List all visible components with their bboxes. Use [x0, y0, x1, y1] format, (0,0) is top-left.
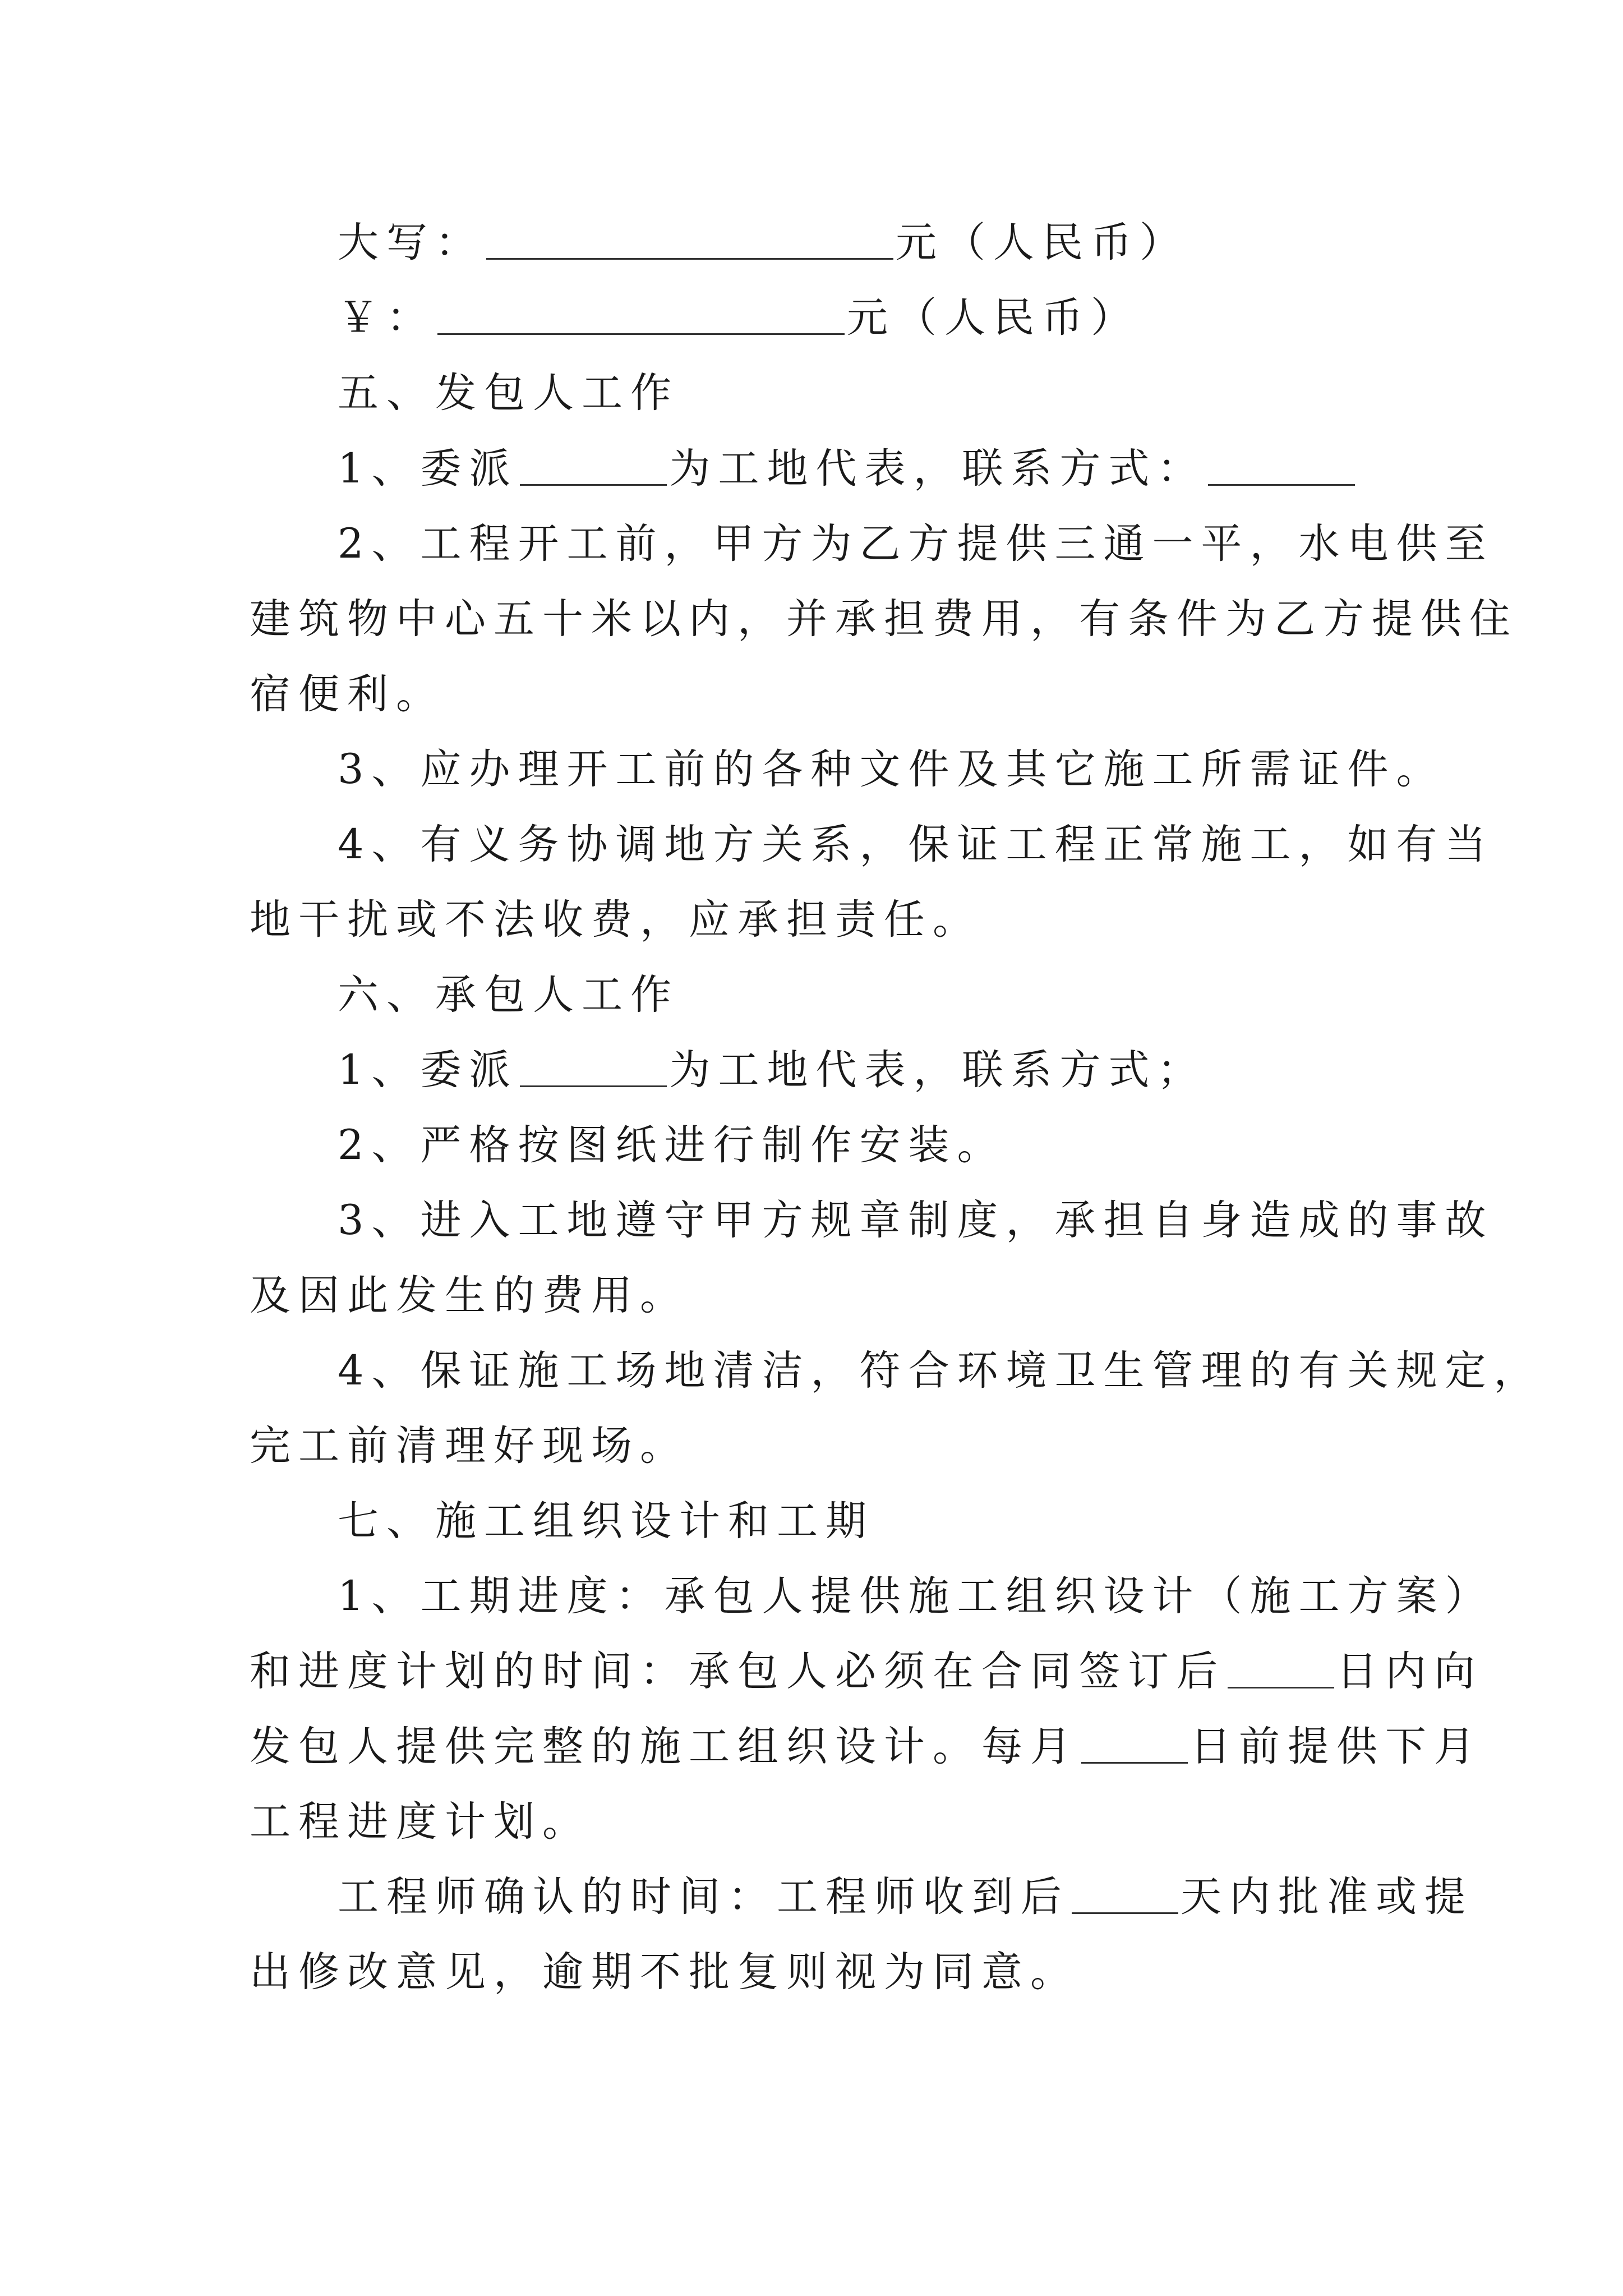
- paragraph-line: 发包人提供完整的施工组织设计。每月 日前提供下月: [250, 1723, 1483, 1770]
- paragraph-line: 1、工期进度：承包人提供施工组织设计（施工方案）: [338, 1572, 1494, 1620]
- contact-blank[interactable]: [1208, 445, 1355, 486]
- monthly-date-blank[interactable]: [1081, 1723, 1188, 1764]
- section-heading: 七、施工组织设计和工期: [338, 1497, 874, 1545]
- paragraph-line: 1、委派 为工地代表，联系方式；: [338, 1046, 1206, 1094]
- amount-in-words-line: [338, 216, 1188, 270]
- paragraph-line: 和进度计划的时间：承包人必须在合同签订后 日内向: [250, 1648, 1483, 1695]
- amount-words-blank[interactable]: [486, 219, 893, 260]
- paragraph-line: 3、应办理开工前的各种文件及其它施工所需证件。: [338, 746, 1445, 793]
- amount-figures-label: ￥：: [338, 294, 435, 342]
- paragraph-line: 工程师确认的时间：工程师收到后 天内批准或提: [338, 1873, 1473, 1921]
- paragraph-line: 出修改意见，逾期不批复则视为同意。: [250, 1948, 1079, 1996]
- paragraph-line: 2、严格按图纸进行制作安装。: [338, 1121, 1006, 1169]
- paragraph-line: 3、进入工地遵守甲方规章制度，承担自身造成的事故: [338, 1197, 1494, 1244]
- paragraph-line: 宿便利。: [250, 670, 445, 718]
- paragraph-line: 及因此发生的费用。: [250, 1272, 689, 1319]
- section-heading: 六、承包人工作: [338, 971, 679, 1019]
- amount-figures-blank[interactable]: [437, 294, 845, 335]
- amount-words-label: 大写：: [338, 219, 484, 266]
- paragraph-line: 建筑物中心五十米以内，并承担费用，有条件为乙方提供住: [250, 595, 1518, 643]
- paragraph-line: 工程进度计划。: [250, 1798, 591, 1846]
- section-heading: 五、发包人工作: [338, 369, 679, 417]
- approval-days-blank[interactable]: [1072, 1873, 1178, 1914]
- currency-label: 元（人民币）: [847, 294, 1140, 342]
- currency-label: 元（人民币）: [896, 219, 1188, 266]
- paragraph-line: 4、有义务协调地方关系，保证工程正常施工，如有当: [338, 821, 1494, 868]
- paragraph-line: 完工前清理好现场。: [250, 1422, 689, 1470]
- paragraph-line: 2、工程开工前，甲方为乙方提供三通一平，水电供至: [338, 520, 1494, 568]
- days-blank[interactable]: [1228, 1648, 1334, 1688]
- representative-blank[interactable]: [520, 1046, 667, 1087]
- paragraph-line: 地干扰或不法收费，应承担责任。: [250, 896, 981, 944]
- paragraph-line: 4、保证施工场地清洁，符合环境卫生管理的有关规定，: [338, 1347, 1543, 1395]
- amount-in-figures-line: [338, 291, 1140, 345]
- paragraph-line: 1、委派 为工地代表，联系方式：: [338, 442, 1357, 496]
- representative-blank[interactable]: [520, 445, 667, 486]
